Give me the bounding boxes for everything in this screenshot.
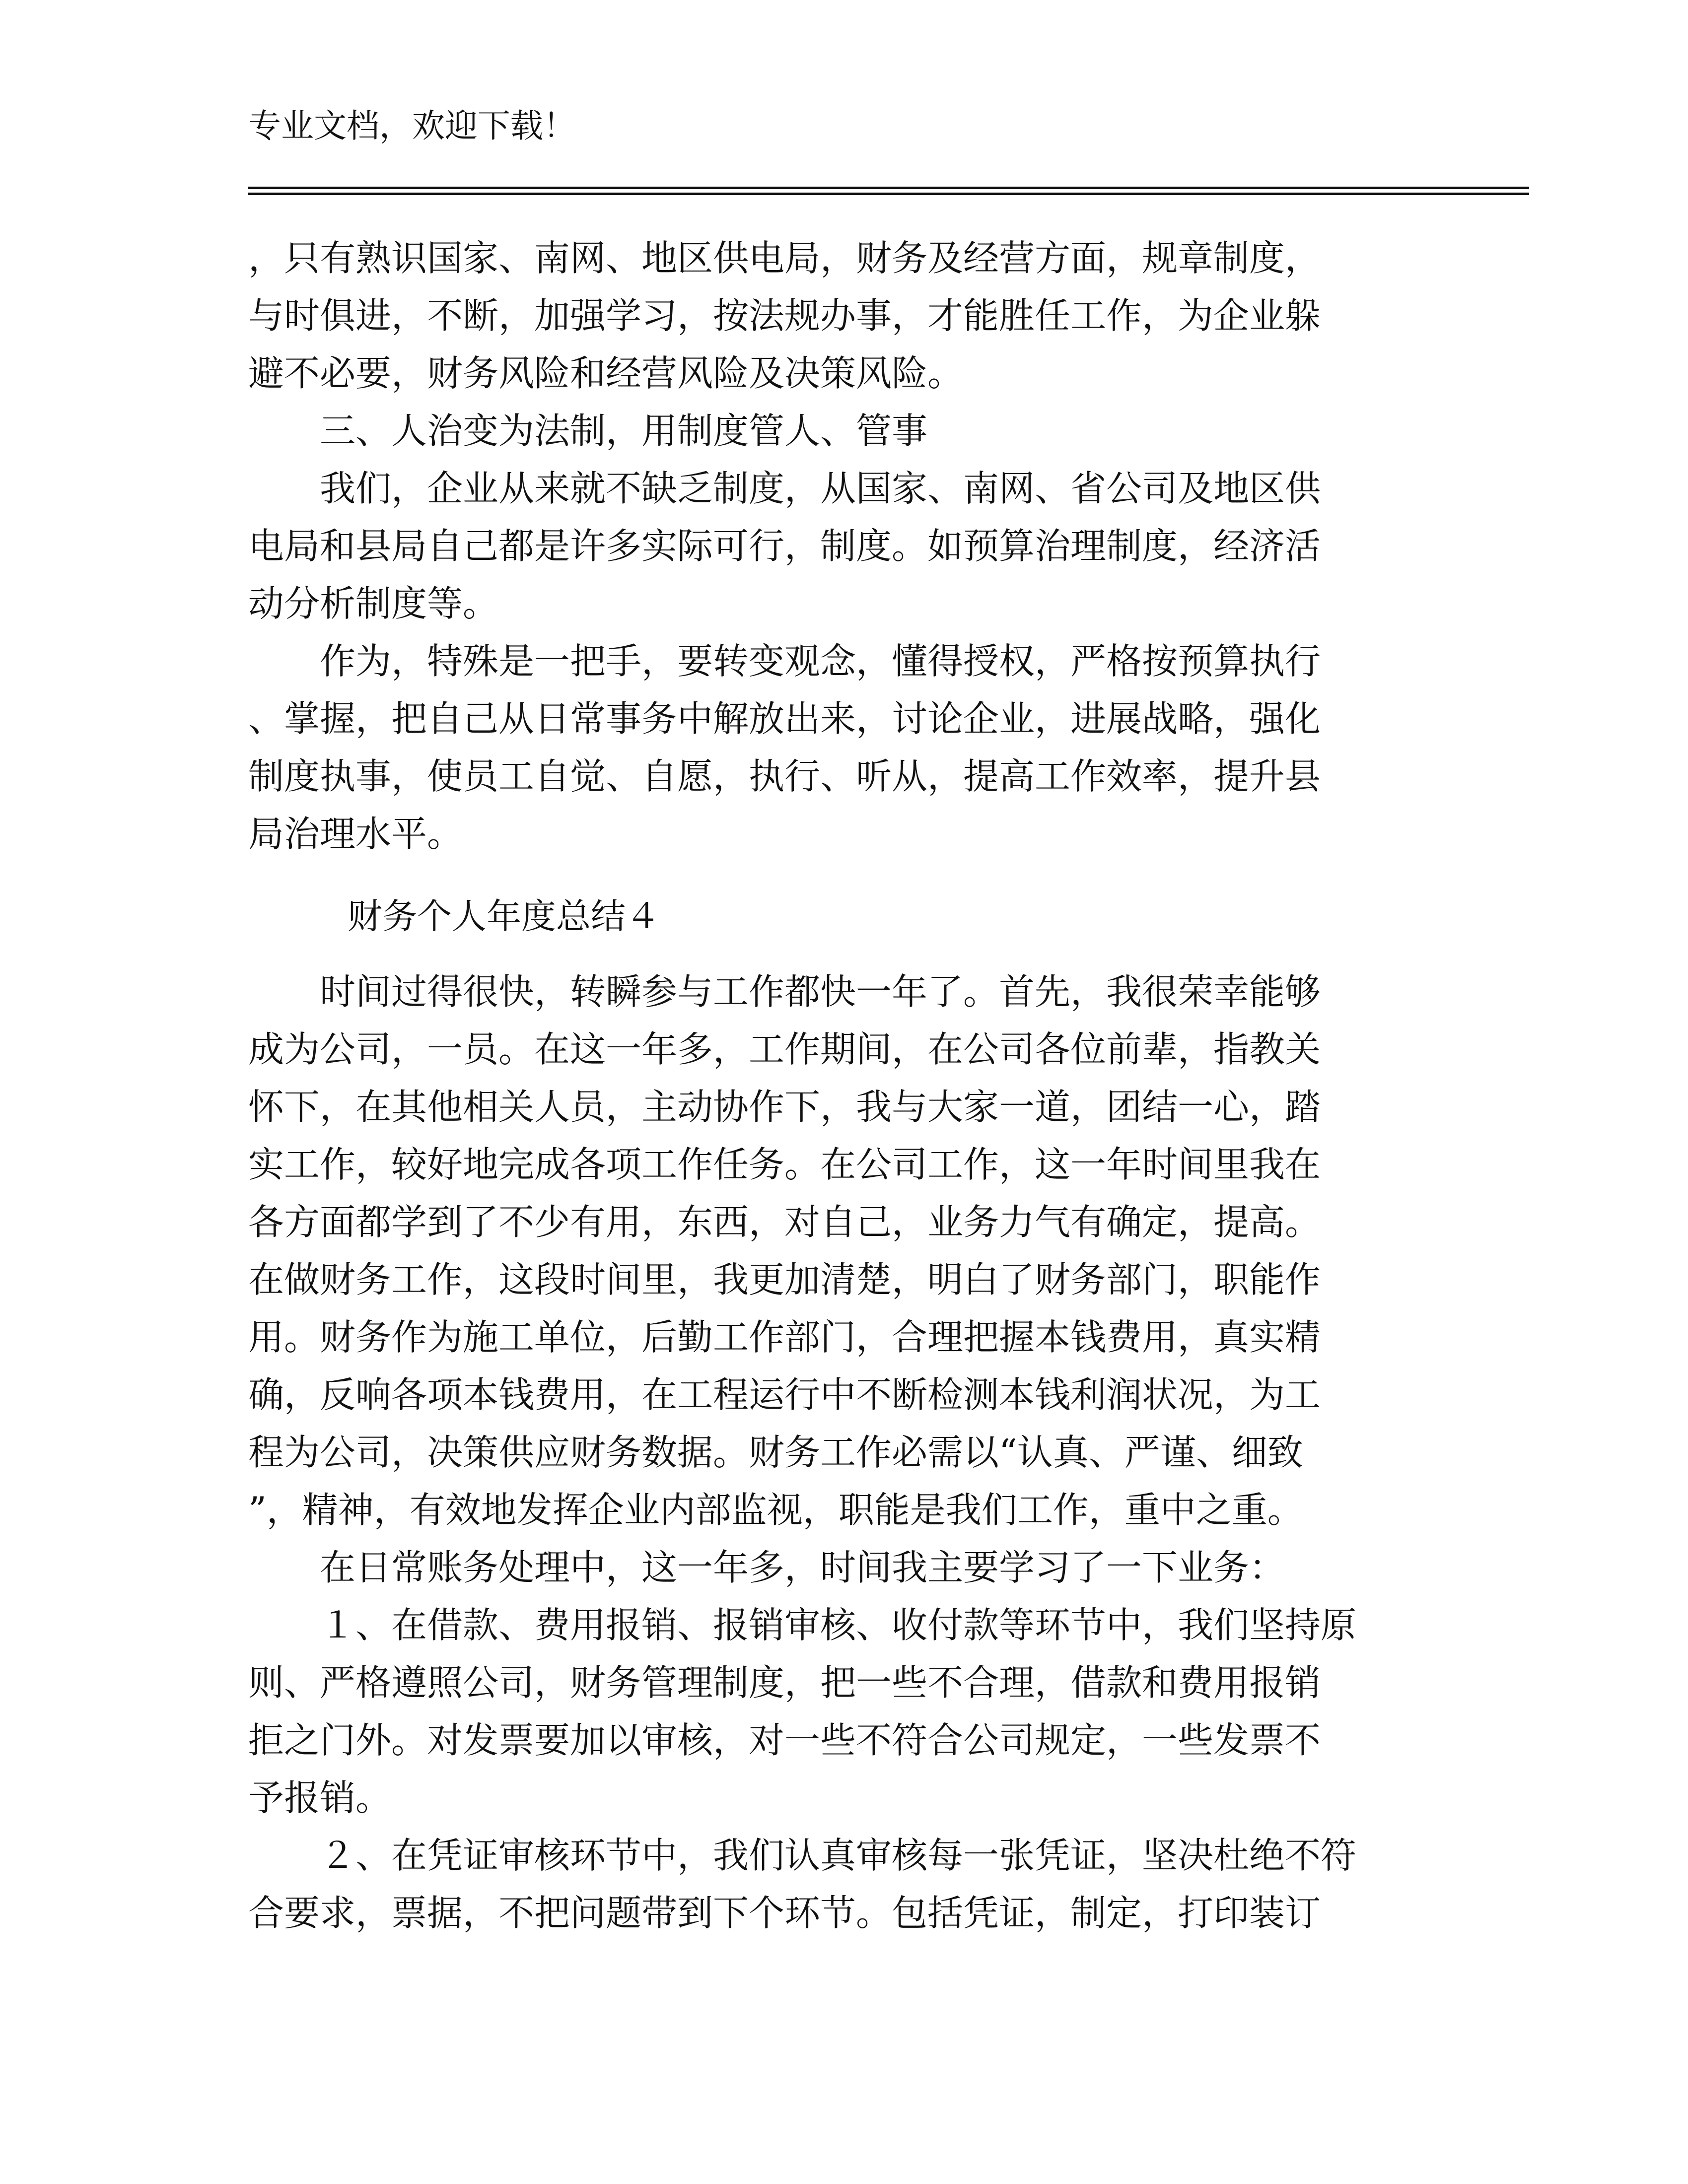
text-line: 我们，企业从来就不缺乏制度，从国家、南网、省公司及地区供 — [248, 468, 1321, 509]
text-line: 则、严格遵照公司，财务管理制度，把一些不合理，借款和费用报销 — [248, 1662, 1321, 1704]
text-line: 、掌握，把自己从日常事务中解放出来，讨论企业，进展战略，强化 — [248, 698, 1321, 740]
text-line: 动分析制度等。 — [248, 583, 499, 624]
text-line: 避不必要，财务风险和经营风险及决策风险。 — [248, 352, 964, 394]
text-line: 在日常账务处理中，这一年多，时间我主要学习了一下业务： — [248, 1547, 1285, 1588]
section-heading-3: 三、人治变为法制，用制度管人、管事 — [248, 410, 928, 452]
text-line: ”，精神，有效地发挥企业内部监视，职能是我们工作，重中之重。 — [248, 1489, 1303, 1531]
text-line: 用。财务作为施工单位，后勤工作部门，合理把握本钱费用，真实精 — [248, 1316, 1321, 1358]
text-line: 制度执事，使员工自觉、自愿，执行、听从，提高工作效率，提升县 — [248, 755, 1321, 797]
text-line: 在做财务工作，这段时间里，我更加清楚，明白了财务部门，职能作 — [248, 1259, 1321, 1300]
header-rule-top — [248, 187, 1529, 189]
header-rule-bottom — [248, 193, 1529, 195]
list-item-2: ２、在凭证审核环节中，我们认真审核每一张凭证，坚决杜绝不符 — [248, 1835, 1357, 1876]
text-line: 电局和县局自己都是许多实际可行，制度。如预算治理制度，经济活 — [248, 525, 1321, 567]
text-line: 与时俱进，不断，加强学习，按法规办事，才能胜任工作，为企业躲 — [248, 295, 1321, 337]
text-line: 拒之门外。对发票要加以审核，对一些不符合公司规定，一些发票不 — [248, 1719, 1321, 1761]
page-header: 专业文档，欢迎下载！ — [248, 107, 576, 145]
text-line: ，只有熟识国家、南网、地区供电局，财务及经营方面，规章制度， — [248, 237, 1321, 279]
text-line: 程为公司，决策供应财务数据。财务工作必需以“认真、严谨、细致 — [248, 1432, 1303, 1473]
text-line: 合要求，票据，不把问题带到下个环节。包括凭证，制定，打印装订 — [248, 1892, 1321, 1934]
text-line: 时间过得很快，转瞬参与工作都快一年了。首先，我很荣幸能够 — [248, 971, 1321, 1013]
text-line: 怀下，在其他相关人员，主动协作下，我与大家一道，团结一心，踏 — [248, 1086, 1321, 1128]
section-title: 财务个人年度总结４ — [348, 896, 660, 937]
paragraph-block-2 — [248, 963, 1450, 1942]
paragraph-block-1 — [248, 229, 1450, 863]
text-line: 各方面都学到了不少有用，东西，对自己，业务力气有确定，提高。 — [248, 1201, 1321, 1243]
text-line: 作为，特殊是一把手，要转变观念，懂得授权，严格按预算执行 — [248, 640, 1321, 682]
text-line: 予报销。 — [248, 1777, 392, 1819]
text-line: 确，反响各项本钱费用，在工程运行中不断检测本钱利润状况，为工 — [248, 1374, 1321, 1416]
list-item-1: １、在借款、费用报销、报销审核、收付款等环节中，我们坚持原 — [248, 1604, 1357, 1646]
text-line: 局治理水平。 — [248, 813, 463, 855]
text-line: 实工作，较好地完成各项工作任务。在公司工作，这一年时间里我在 — [248, 1144, 1321, 1185]
text-line: 成为公司，一员。在这一年多，工作期间，在公司各位前辈，指教关 — [248, 1028, 1321, 1070]
